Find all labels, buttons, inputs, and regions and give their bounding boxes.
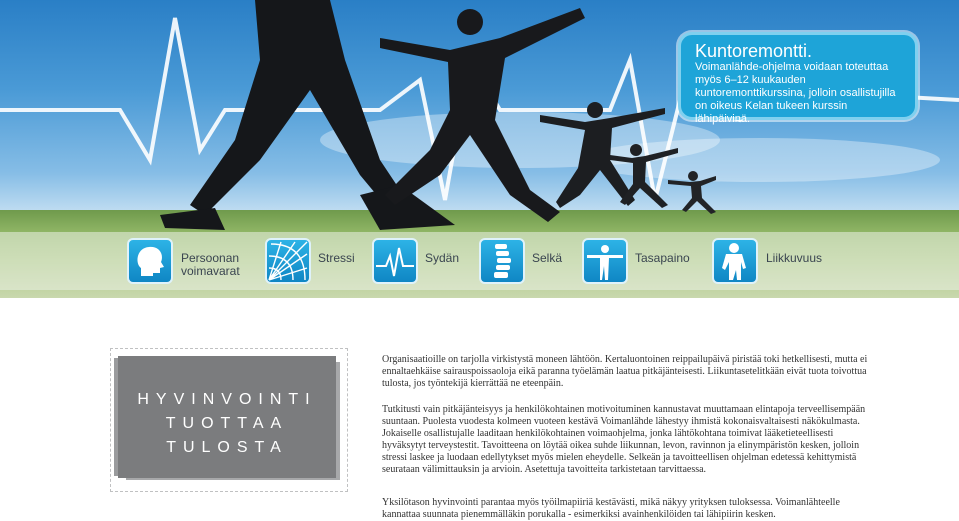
label-liikkuvuus: Liikkuvuus (766, 251, 823, 265)
label-sydan: Sydän (425, 251, 460, 265)
paragraph-2: Tutkitusti vain pitkäjänteisyys ja henkilökohtainen motivoituminen kannustavat muuttamaan elintapoja terveellisempään suuntaan. Puolesta vuodesta kolmeen vuoteen kestävä Voimanlähde lähestyy ihmistä kokonaisvaltaisesti näkökulmasta. Jokaiselle osallistujalle laaditaan henkilökohtainen voimaohjelma, jonka lähtökohtana toimivat lääketieteellisesti hyväksytyt terveystestit. Tavoitteena on löytää oikea suhde liikunnan, levon, ravinnon ja elinympäristön kesken, jolloin stressi laskee ja luodaan edellytykset myös mielen eheydelle. Selkeän ja tavoitteellisen ohjelman edetessä kehittymistä seurataan välimittauksin ja arvioin. Asetettuja tavoitteita tarkistetaan tarvittaessa. (382, 404, 866, 475)
label-persoonan-voimavarat: Persoonan voimavarat (181, 251, 240, 278)
slogan-line-2: TUOTTAA (165, 415, 289, 432)
label-selka: Selkä (532, 251, 563, 265)
head-icon[interactable] (127, 238, 173, 284)
web-icon[interactable] (265, 238, 311, 284)
balance-figure-icon[interactable] (582, 238, 628, 284)
body-figure-icon[interactable] (712, 238, 758, 284)
slogan-line-3: TULOSTA (166, 439, 288, 456)
label-tasapaino: Tasapaino (635, 251, 690, 265)
slogan-text (118, 388, 336, 460)
callout-title: Kuntoremontti. (695, 41, 813, 61)
topic-icon-bar (0, 232, 959, 288)
label-stressi: Stressi (318, 251, 355, 265)
heartbeat-icon[interactable] (372, 238, 418, 284)
paragraph-1: Organisaatioille on tarjolla virkistystä moneen lähtöön. Kertaluontoinen reippailupäivä piristää toki hetkellisesti, mutta ei ennaltaehkäise sairauspoissaoloja eikä paranna työelämän laatua pitkäjänteisesti. Liikuntasetelitkään eivät tuota toivottua tulosta, jos työntekijä kierrättää ne eteenpäin. (382, 354, 868, 389)
paragraph-3: Yksilötason hyvinvointi parantaa myös työilmapiiriä kestävästi, mikä näkyy yrityksen tuloksessa. Voimanlähteelle kannattaa suunnata pienemmälläkin porukalla - esimerkiksi avainhenkilöiden tai lähipiirin kesken. (382, 497, 840, 520)
callout-text: Voimanlähde-ohjelma voidaan toteuttaa myös 6–12 kuukauden kuntoremonttikurssina, jolloin osallistujilla on oikeus Kelan tukeen kurssin lähipäivinä. (695, 61, 896, 125)
slogan-line-1: HYVINVOINTI (137, 391, 317, 408)
callout-box (678, 32, 918, 125)
jumper-large (160, 0, 455, 230)
spine-icon[interactable] (479, 238, 525, 284)
